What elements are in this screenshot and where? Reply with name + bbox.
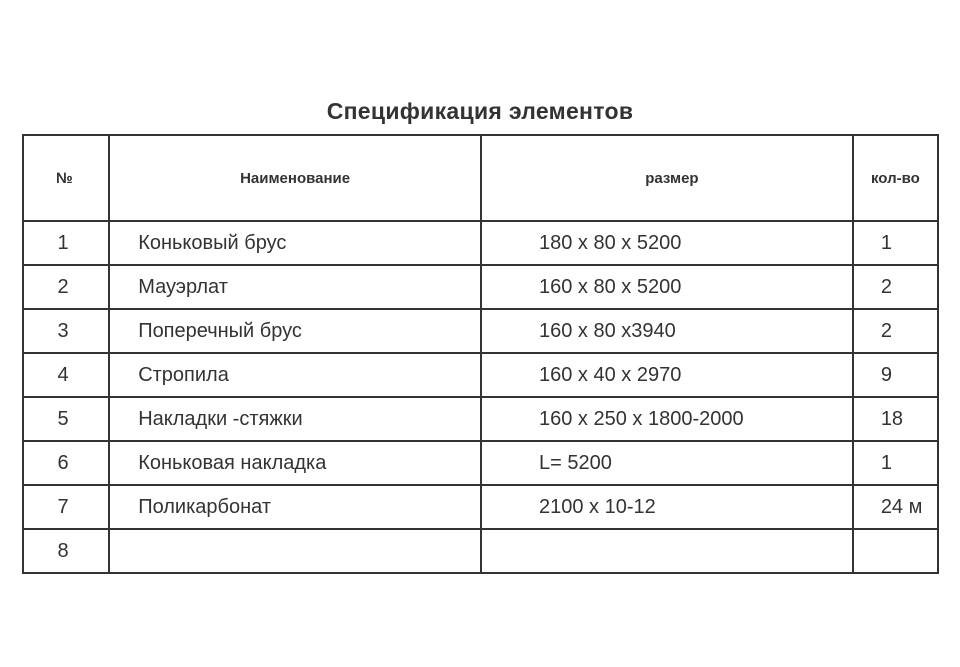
- specification-table: [22, 134, 939, 574]
- table-header-row: [23, 135, 938, 221]
- row-number: 7: [23, 485, 109, 529]
- row-name: Поликарбонат: [109, 485, 481, 529]
- row-name: Поперечный брус: [109, 309, 481, 353]
- row-name: Коньковый брус: [109, 221, 481, 265]
- table-row: [23, 529, 938, 573]
- table-row: [23, 265, 938, 309]
- row-quantity: [853, 529, 938, 573]
- header-name: Наименование: [109, 135, 481, 221]
- row-number: 4: [23, 353, 109, 397]
- row-size: 2100 х 10-12: [481, 485, 853, 529]
- table-row: [23, 397, 938, 441]
- header-size: размер: [481, 135, 853, 221]
- row-name: Коньковая накладка: [109, 441, 481, 485]
- row-number: 5: [23, 397, 109, 441]
- row-quantity: 2: [853, 309, 938, 353]
- row-number: 6: [23, 441, 109, 485]
- row-name: Мауэрлат: [109, 265, 481, 309]
- row-quantity: 2: [853, 265, 938, 309]
- row-name: [109, 529, 481, 573]
- row-size: 160 х 40 х 2970: [481, 353, 853, 397]
- row-quantity: 24 м: [853, 485, 938, 529]
- table-row: [23, 353, 938, 397]
- table-row: [23, 485, 938, 529]
- row-size: 160 х 250 х 1800-2000: [481, 397, 853, 441]
- row-number: 3: [23, 309, 109, 353]
- row-quantity: 1: [853, 221, 938, 265]
- row-number: 8: [23, 529, 109, 573]
- document-title: Спецификация элементов: [326, 98, 634, 124]
- row-quantity: 9: [853, 353, 938, 397]
- header-quantity: кол-во: [853, 135, 938, 221]
- row-size: 160 х 80 х3940: [481, 309, 853, 353]
- row-number: 1: [23, 221, 109, 265]
- row-name: Накладки -стяжки: [109, 397, 481, 441]
- row-size: [481, 529, 853, 573]
- row-quantity: 18: [853, 397, 938, 441]
- table-row: [23, 221, 938, 265]
- table-row: [23, 441, 938, 485]
- row-size: L= 5200: [481, 441, 853, 485]
- row-size: 180 х 80 х 5200: [481, 221, 853, 265]
- row-size: 160 х 80 х 5200: [481, 265, 853, 309]
- row-name: Стропила: [109, 353, 481, 397]
- row-number: 2: [23, 265, 109, 309]
- header-number: №: [23, 135, 109, 221]
- row-quantity: 1: [853, 441, 938, 485]
- table-row: [23, 309, 938, 353]
